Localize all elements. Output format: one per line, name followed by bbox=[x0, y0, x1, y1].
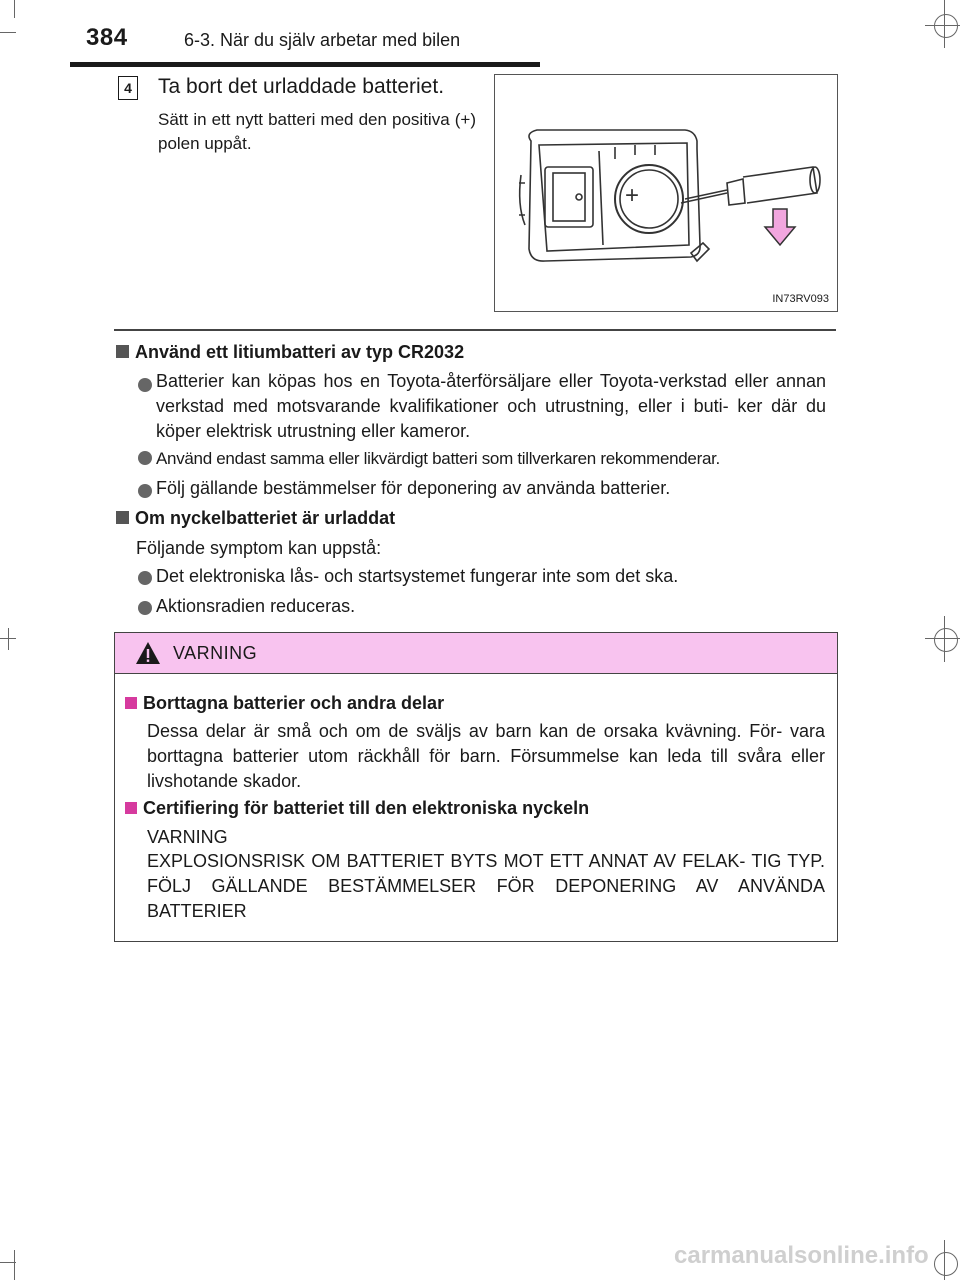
warning-section-heading bbox=[125, 798, 589, 819]
warning-section-heading-text: Certifiering för batteriet till den elektroniska nyckeln bbox=[143, 798, 590, 818]
list-item: Aktionsradien reduceras. bbox=[156, 596, 356, 616]
watermark: carmanualsonline.info bbox=[674, 1242, 929, 1269]
warning-section-text-line: VARNING bbox=[147, 827, 228, 847]
bullet-icon bbox=[138, 571, 152, 585]
warning-section-text-line: EXPLOSIONSRISK OM BATTERIET BYTS MOT ETT ANNAT AV FELAK- TIG TYP. FÖLJ GÄLLANDE BESTÄMMELSER FÖR DEPONERING AV ANVÄNDA BATTERIER bbox=[147, 851, 825, 921]
bullet-icon bbox=[138, 601, 152, 615]
square-bullet-icon bbox=[116, 345, 129, 358]
square-bullet-icon bbox=[125, 802, 137, 814]
page-number: 384 bbox=[86, 24, 128, 51]
figure-code: IN73RV093 bbox=[772, 293, 829, 305]
registration-mark bbox=[934, 628, 958, 652]
warning-section-text: Dessa delar är små och om de sväljs av barn kan de orsaka kvävning. För- vara borttagna batterier utom räckhåll för barn. Försummelse kan leda till svåra eller livshotande skador. bbox=[147, 721, 825, 791]
key-battery-illustration bbox=[495, 75, 837, 311]
bullet-icon bbox=[138, 378, 152, 392]
header-rule bbox=[70, 62, 540, 67]
list-item: Batterier kan köpas hos en Toyota-återförsäljare eller Toyota-verkstad eller annan verkstad med motsvarande kvalifikationer och utrustning, eller i buti- ker där du köper elektrisk utrustning eller kameror. bbox=[156, 371, 826, 441]
step-title: Ta bort det urladdade batteriet. bbox=[158, 75, 445, 98]
list-item: Följ gällande bestämmelser för deponering av använda batterier. bbox=[156, 478, 671, 498]
crop-mark bbox=[8, 628, 9, 650]
step-text: Sätt in ett nytt batteri med den positiva (+) polen uppåt. bbox=[158, 110, 476, 153]
battery-type-heading-text: Använd ett litiumbatteri av typ CR2032 bbox=[135, 342, 465, 362]
warning-header bbox=[115, 633, 837, 674]
warning-section-heading bbox=[125, 693, 444, 714]
battery-type-heading bbox=[116, 342, 464, 363]
crop-mark bbox=[0, 32, 16, 33]
bullet-icon bbox=[138, 451, 152, 465]
crop-mark bbox=[944, 1240, 945, 1280]
square-bullet-icon bbox=[116, 511, 129, 524]
bullet-icon bbox=[138, 484, 152, 498]
step-number: 4 bbox=[118, 76, 138, 100]
list-item: Det elektroniska lås- och startsystemet fungerar inte som det ska. bbox=[156, 566, 679, 586]
plus-symbol: + bbox=[625, 182, 640, 209]
warning-section-heading-text: Borttagna batterier och andra delar bbox=[143, 693, 445, 713]
list-item: Använd endast samma eller likvärdigt batteri som tillverkaren rekommenderar. bbox=[156, 449, 720, 468]
warning-title: VARNING bbox=[173, 643, 258, 663]
down-arrow-icon bbox=[765, 209, 795, 245]
warning-box bbox=[114, 632, 838, 942]
battery-replacement-figure bbox=[494, 74, 838, 312]
section-title: 6-3. När du själv arbetar med bilen bbox=[184, 30, 461, 50]
crop-mark bbox=[925, 638, 960, 639]
registration-mark bbox=[934, 14, 958, 38]
warning-icon bbox=[135, 641, 161, 665]
low-battery-intro: Följande symptom kan uppstå: bbox=[136, 538, 382, 558]
low-battery-heading bbox=[116, 508, 395, 529]
crop-mark bbox=[14, 0, 15, 18]
low-battery-heading-text: Om nyckelbatteriet är urladdat bbox=[135, 508, 396, 528]
crop-mark bbox=[14, 1250, 15, 1280]
section-separator bbox=[114, 329, 836, 331]
registration-mark bbox=[934, 1252, 958, 1276]
square-bullet-icon bbox=[125, 697, 137, 709]
crop-mark bbox=[944, 0, 945, 48]
crop-mark bbox=[944, 616, 945, 662]
crop-mark bbox=[925, 25, 960, 26]
